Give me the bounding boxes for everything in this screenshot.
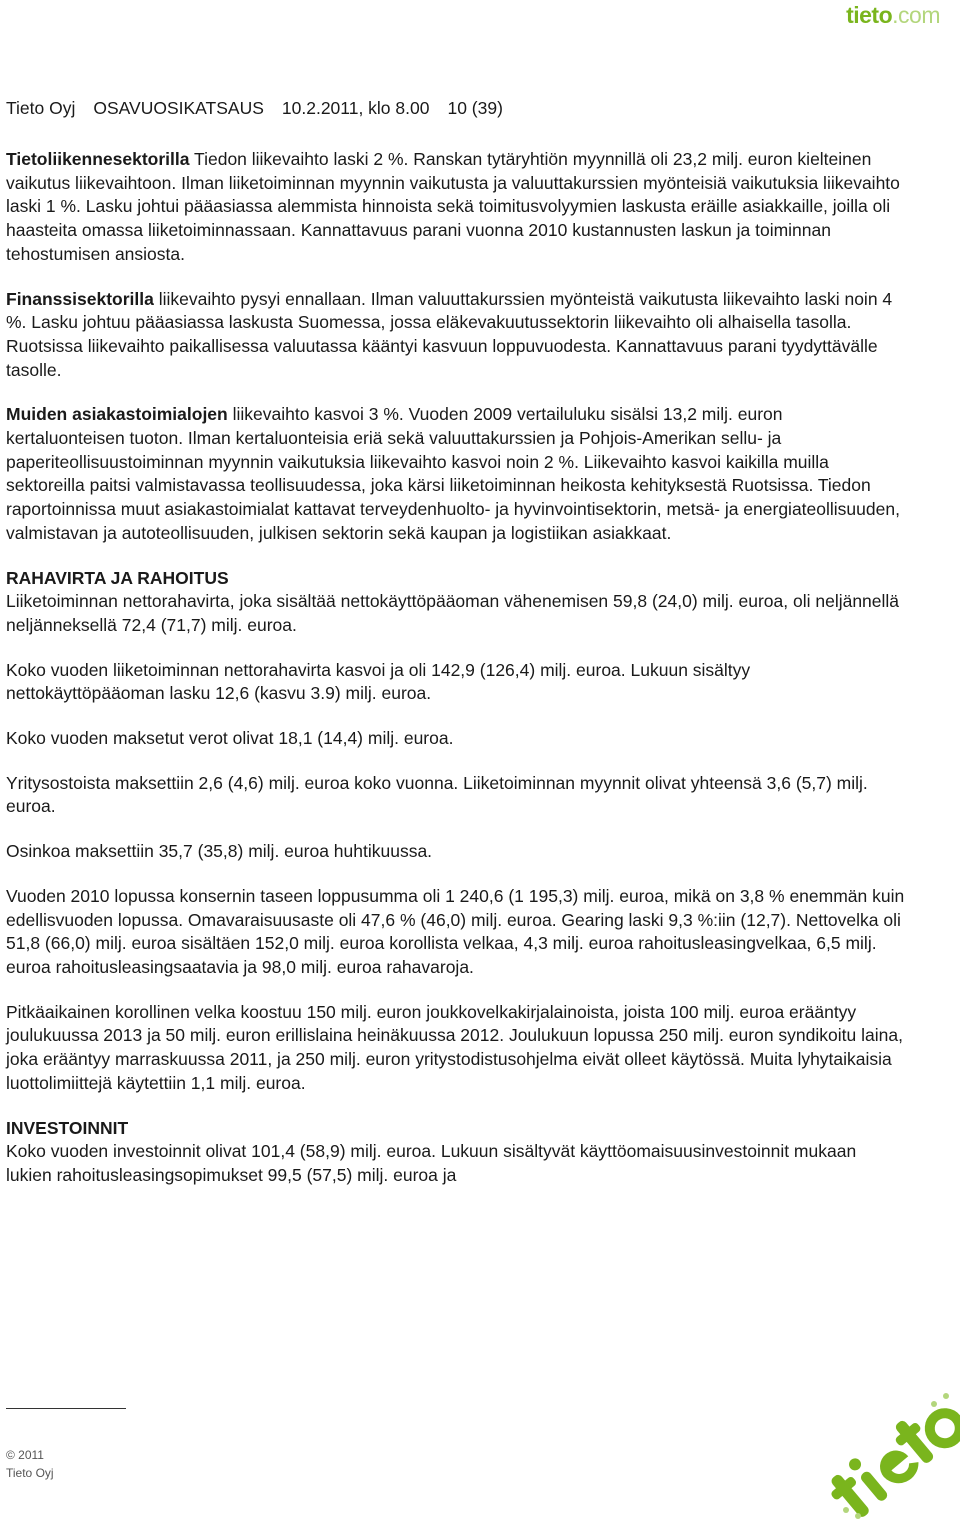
footer-divider xyxy=(6,1408,126,1409)
finance-paragraph: Finanssisektorilla liikevaihto pysyi ennallaan. Ilman valuuttakurssien myönteistä vaikutusta liikevaihto laski noin 4 %. Lasku johtuu pääasiassa laskusta Suomessa, jossa eläkevakuutussektorin liikevaihto oli alhaisella tasolla. Ruotsissa liikevaihto paikallisessa valuutassa kääntyi kasvuun loppuvuodesta. Kannattavuus parani tyydyttävälle tasolle. xyxy=(6,288,893,380)
other-industries-paragraph: Muiden asiakastoimialojen liikevaihto kasvoi 3 %. Vuoden 2009 vertailuluku sisälsi 13,2 milj. euron kertaluonteisen tuoton. Ilman kertaluonteisia eriä sekä valuuttakurssien ja Pohjois-Amerikan sellu- ja paperiteollisuustoiminnan myynnin vaikutuksia liikevaihto kasvoi noin 2 %. Liikevaihto kasvoi kaikilla muilla sektoreilla paitsi valmistavassa teollisuudessa, joka kärsi liiketoiminnan heikosta kehityksestä Ruotsissa. Tiedon raportoinnissa muut asiakastoimialat kattavat terveydenhuolto- ja hyvinvointisektorin, metsä- ja energiateollisuuden, valmistavan ja autoteollisuuden, julkisen sektorin sekä kaupan ja logistiikan asiakkaat. xyxy=(6,404,900,543)
investments-p1: Koko vuoden investoinnit olivat 101,4 (58,9) milj. euroa. Lukuun sisältyvät käyttöomaisuusinvestoinnit mukaan lukien rahoitusleasingsopimukset 99,5 (57,5) milj. euroa ja xyxy=(6,1141,857,1185)
cashflow-p2: Koko vuoden liiketoiminnan nettorahavirta kasvoi ja oli 142,9 (126,4) milj. euroa. Lukuun sisältyy nettokäyttöpääoman lasku 12,6 (kasvu 3.9) milj. euroa. xyxy=(6,659,751,704)
cashflow-p1: Liiketoiminnan nettorahavirta, joka sisältää nettokäyttöpääoman vähenemisen 59,8 (24,0) milj. euroa, oli neljännellä neljänneksellä 72,4 (71,7) milj. euroa. xyxy=(6,591,900,635)
telecom-lead: Tietoliikennesektorilla xyxy=(6,149,190,169)
telecom-paragraph: Tietoliikennesektorilla Tiedon liikevaihto laski 2 %. Ranskan tytäryhtiön myynnillä oli 23,2 milj. euron kielteinen vaikutus liikevaihtoon. Ilman liiketoiminnan myynnin vaikutusta ja valuuttakurssien myönteisiä vaikutuksia liikevaihto laski 1 %. Lasku johtui pääasiassa alemmista hinnoista sekä toimitusvolyymien laskusta eräille asiakkaille, joilla oli haasteita omassa liiketoiminnassaan. Kannattavuus parani vuonna 2010 kustannusten laskun ja toiminnan tehostumisen ansiosta. xyxy=(6,149,900,264)
header-date: 10.2.2011, klo 8.00 xyxy=(281,98,430,118)
finance-lead: Finanssisektorilla xyxy=(6,288,154,309)
tieto-logo-icon xyxy=(816,1384,960,1524)
document-body xyxy=(6,148,906,1209)
investments-heading: INVESTOINNIT xyxy=(6,1117,129,1138)
cashflow-p3: Koko vuoden maksetut verot olivat 18,1 (14,4) milj. euroa. xyxy=(6,728,454,749)
page-header xyxy=(6,96,521,120)
header-page-number: 10 (39) xyxy=(447,98,503,118)
footer-copyright: © 2011 xyxy=(6,1448,44,1462)
cashflow-p5: Osinkoa maksettiin 35,7 (35,8) milj. euroa huhtikuussa. xyxy=(6,841,433,862)
header-doc-title: OSAVUOSIKATSAUS xyxy=(93,98,264,118)
cashflow-p7: Pitkäaikainen korollinen velka koostuu 150 milj. euron joukkovelkakirjalainoista, joista 100 milj. euroa erääntyy joulukuussa 2013 ja 50 milj. euron erillislaina heinäkuussa 2012. Joulukuun lopussa 250 milj. euron syndikoitu laina, joka erääntyy marraskuussa 2011, ja 250 milj. euron yritystodistusohjelma eivät olleet käytössä. Muita lyhytaikaisia luottolimiittejä käytettiin 1,1 milj. euroa. xyxy=(6,1001,903,1093)
footer-company: Tieto Oyj xyxy=(6,1466,54,1480)
cashflow-heading: RAHAVIRTA JA RAHOITUS xyxy=(6,567,229,588)
page-footer xyxy=(6,1446,54,1482)
cashflow-p6: Vuoden 2010 lopussa konsernin taseen loppusumma oli 1 240,6 (1 195,3) milj. euroa, mikä on 3,8 % enemmän kuin edellisvuoden lopussa. Omavaraisuusaste oli 47,6 % (46,0) milj. euroa. Gearing laski 9,3 %:iin (12,7). Nettovelka oli 51,8 (66,0) milj. euroa sisältäen 152,0 milj. euroa korollista velkaa, 4,3 milj. euroa rahoitusleasingvelkaa, 6,5 milj. euroa rahoitusleasingsaatavia ja 98,0 milj. euroa rahavaroja. xyxy=(6,885,905,977)
header-company: Tieto Oyj xyxy=(6,98,76,118)
other-lead: Muiden asiakastoimialojen xyxy=(6,404,228,425)
cashflow-p4: Yritysostoista maksettiin 2,6 (4,6) milj. euroa koko vuonna. Liiketoiminnan myynnit olivat yhteensä 3,6 (5,7) milj. euroa. xyxy=(6,772,868,817)
tieto-com-logo: tieto.com xyxy=(846,2,940,28)
